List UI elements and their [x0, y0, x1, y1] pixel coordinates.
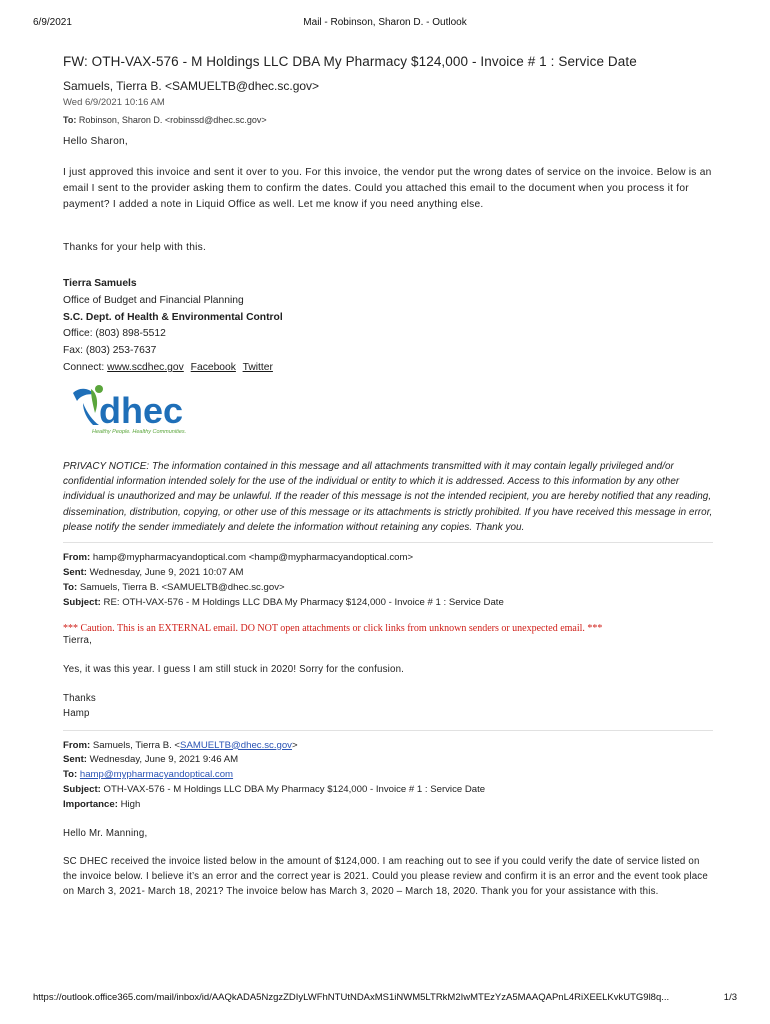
divider	[63, 730, 713, 731]
connect-label: Connect:	[63, 361, 105, 373]
reply2-subject: OTH-VAX-576 - M Holdings LLC DBA My Pharmacy $124,000 - Invoice # 1 : Service Date	[103, 784, 486, 796]
reply2-header	[63, 739, 713, 813]
reply2-sent: Wednesday, June 9, 2021 9:46 AM	[89, 754, 239, 766]
reply2-to-email-link[interactable]: hamp@mypharmacyandoptical.com	[79, 769, 234, 781]
reply1-from: hamp@mypharmacyandoptical.com <hamp@mypharmacyandoptical.com>	[92, 552, 414, 564]
email-greeting: Hello Sharon,	[63, 136, 128, 147]
print-date: 6/9/2021	[33, 17, 72, 28]
email-date: Wed 6/9/2021 10:16 AM	[63, 97, 165, 108]
sent-label: Sent:	[63, 567, 87, 579]
reply2-from-name: Samuels, Tierra B. <	[92, 739, 181, 751]
reply1-text: Yes, it was this year. I guess I am still stuck in 2020! Sorry for the confusion.	[63, 664, 405, 676]
print-header	[0, 17, 770, 31]
signature-fax: Fax: (803) 253-7637	[63, 345, 157, 357]
email-sender[interactable]: Samuels, Tierra B. <SAMUELTB@dhec.sc.gov>	[63, 79, 320, 93]
email-recipient[interactable]: Robinson, Sharon D. <robinssd@dhec.sc.gov>	[78, 115, 267, 125]
reply2-from-email-link[interactable]: SAMUELTB@dhec.sc.gov	[180, 739, 292, 751]
print-title: Mail - Robinson, Sharon D. - Outlook	[303, 17, 467, 28]
subject-label: Subject:	[63, 784, 101, 796]
signature-office: Office of Budget and Financial Planning	[63, 294, 244, 306]
page-number: 1/3	[723, 992, 737, 1003]
email-content	[63, 54, 713, 900]
to-label: To:	[63, 581, 78, 593]
subject-label: Subject:	[63, 596, 101, 608]
signature-phone: Office: (803) 898-5512	[63, 328, 166, 340]
reply2-from-end: >	[291, 739, 298, 751]
to-label: To:	[63, 115, 77, 125]
reply1-header	[63, 551, 713, 610]
reply1-sent: Wednesday, June 9, 2021 10:07 AM	[89, 567, 244, 579]
to-label: To:	[63, 769, 78, 781]
logo-tagline: Healthy People. Healthy Communities.	[92, 428, 187, 435]
reply2-body	[63, 827, 713, 900]
reply1-subject: RE: OTH-VAX-576 - M Holdings LLC DBA My Pharmacy $124,000 - Invoice # 1 : Service Date	[103, 596, 504, 608]
logo-text: dhec	[99, 389, 184, 431]
facebook-link[interactable]: Facebook	[190, 361, 236, 373]
signature-dept: S.C. Dept. of Health & Environmental Control	[63, 311, 283, 323]
reply1-body	[63, 634, 713, 721]
external-caution-banner: *** Caution. This is an EXTERNAL email. DO NOT open attachments or click links from unknown senders or unexpected email. ***	[63, 623, 603, 635]
reply1-to: Samuels, Tierra B. <SAMUELTB@dhec.sc.gov>	[79, 581, 285, 593]
reply2-text: SC DHEC received the invoice listed below in the amount of $124,000. I am reaching out to see if you could verify the date of service listed on the invoice below. I believe it’s an error and the correct year is 2021. Could you please review and confirm it is an error and the event took place on March 3, 2021- March 18, 2021? The invoice below has March 3, 2020 – March 18, 2020. Thank you for your assistance with this.	[63, 856, 708, 898]
twitter-link[interactable]: Twitter	[242, 361, 273, 373]
signature-block	[63, 276, 713, 377]
reply2-importance: High	[120, 798, 141, 810]
email-to-line	[63, 115, 713, 125]
importance-label: Importance:	[63, 798, 118, 810]
email-paragraph-2: Thanks for your help with this.	[63, 242, 207, 253]
email-subject: FW: OTH-VAX-576 - M Holdings LLC DBA My Pharmacy $124,000 - Invoice # 1 : Service Date	[63, 54, 637, 69]
divider	[63, 542, 713, 543]
reply2-greeting: Hello Mr. Manning,	[63, 827, 148, 839]
reply1-greeting: Tierra,	[63, 635, 93, 647]
email-body	[63, 134, 713, 256]
dhec-logo	[69, 383, 209, 445]
reply1-signoff: Hamp	[63, 707, 90, 719]
from-label: From:	[63, 739, 91, 751]
reply1-closing: Thanks	[63, 693, 96, 705]
signature-name: Tierra Samuels	[63, 278, 137, 289]
from-label: From:	[63, 552, 91, 564]
print-url: https://outlook.office365.com/mail/inbox/id/AAQkADA5NzgzZDIyLWFhNTUtNDAxMS1iNWM5LTRkM2IwMTEzYzA5MAAQAPnL4RiXEELKvkUTG9l8q...	[33, 992, 670, 1003]
website-link[interactable]: www.scdhec.gov	[107, 361, 184, 373]
privacy-notice: PRIVACY NOTICE: The information contained in this message and all attachments transmitted with it may contain legally privileged and/or confidential information intended solely for the use of the individual or entity to which it is addressed. Access to this information by any other individual is unauthorized and may be unlawful. If the reader of this message is not the intended recipient, you are hereby notified that any reading, dissemination, distribution, copying, or other use of this message or its attachments is strictly prohibited. If you have received this message in error, please notify the sender immediately and delete the information without retaining any copies. Thank you.	[63, 460, 713, 533]
email-paragraph-1: I just approved this invoice and sent it over to you. For this invoice, the vendor put the wrong dates of service on the invoice. Below is an email I sent to the provider asking them to confirm the dates. Could you attached this email to the document when you process it for payment? I added a note in Liquid Office as well. Let me know if you need anything else.	[63, 167, 712, 210]
print-footer	[0, 992, 770, 1006]
dhec-logo-mark	[69, 383, 209, 433]
sent-label: Sent:	[63, 754, 87, 766]
signature-connect	[63, 360, 713, 377]
